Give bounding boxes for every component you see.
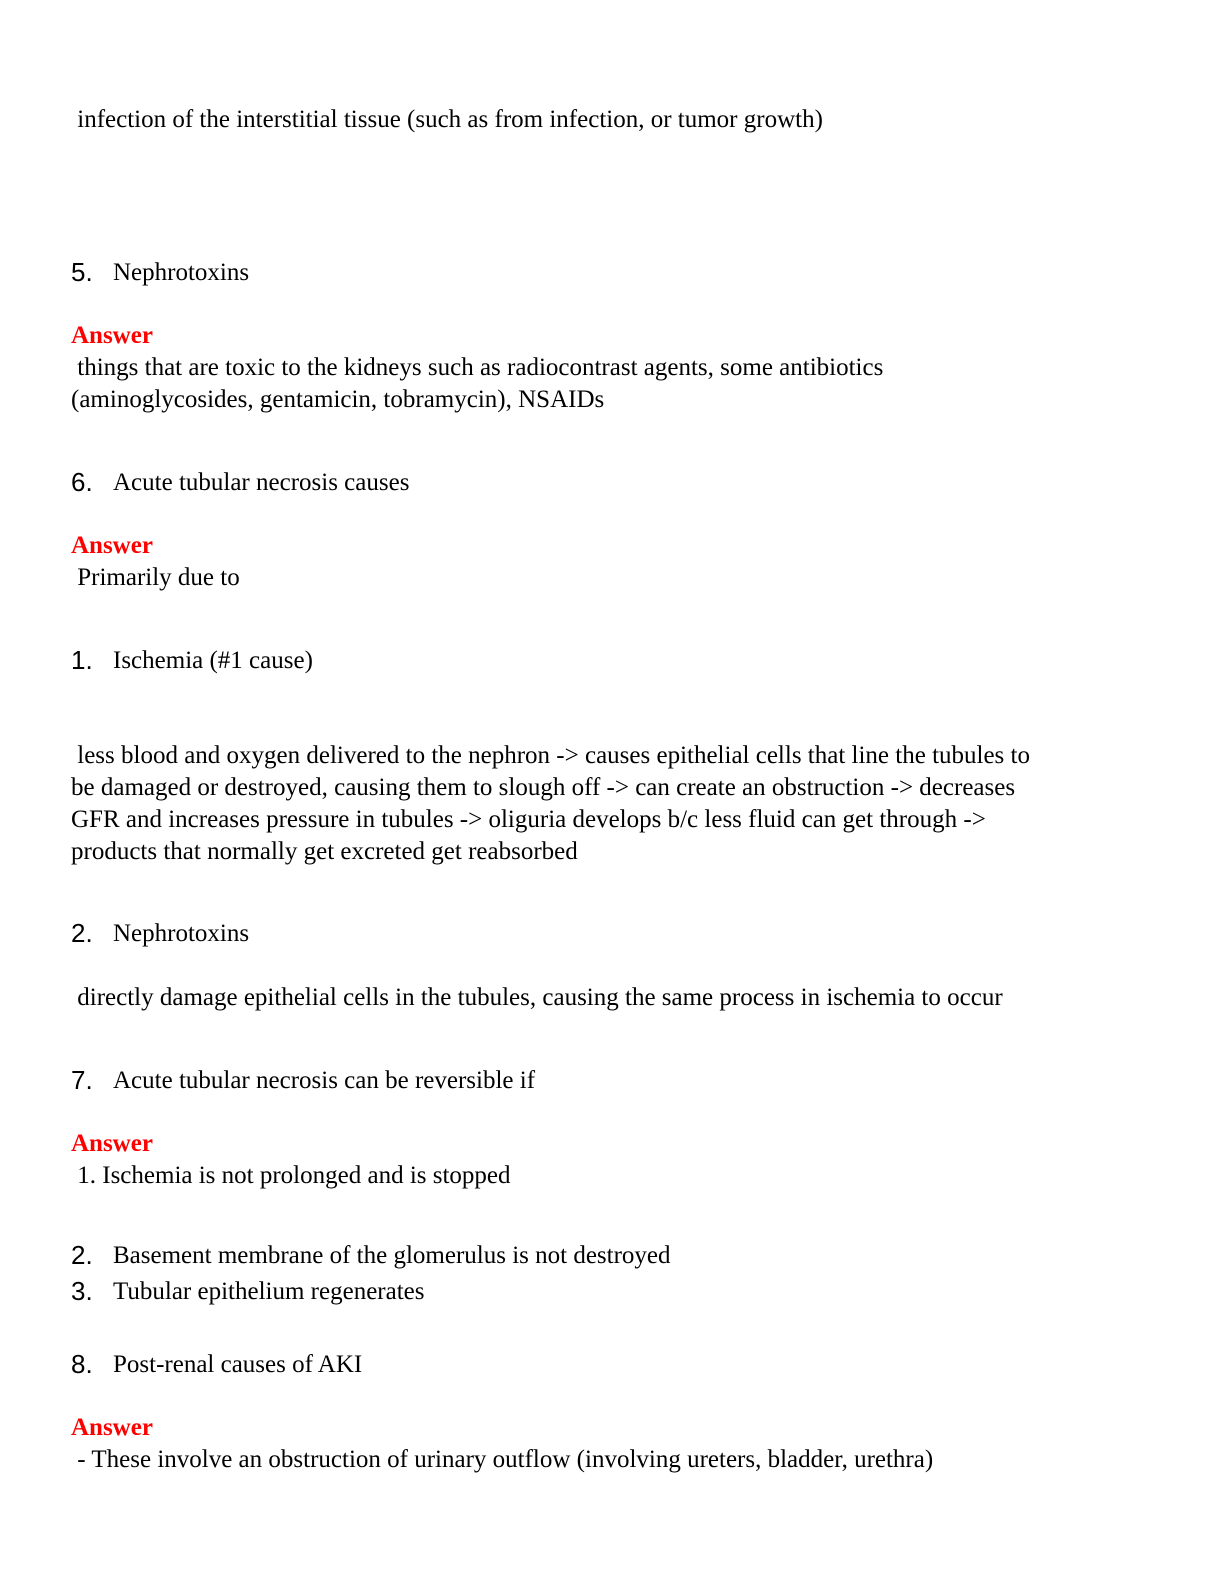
question-text: Nephrotoxins [113,259,250,286]
answer-label: Answer [71,532,153,559]
list-item-text: Nephrotoxins [113,920,250,947]
question-text: Acute tubular necrosis can be reversible if [113,1067,536,1094]
list-item-text: Basement membrane of the glomerulus is not destroyed [113,1242,671,1269]
answer-text-line: Primarily due to [71,564,240,591]
question-text: Post-renal causes of AKI [113,1351,363,1378]
intro-line: infection of the interstitial tissue (such as from infection, or tumor growth) [71,106,823,133]
list-item-text: Ischemia (#1 cause) [113,647,313,674]
answer-label: Answer [71,1130,153,1157]
answer-label: Answer [71,322,153,349]
list-number: 1. [71,645,93,675]
answer-label: Answer [71,1414,153,1441]
detail-line: products that normally get excreted get reabsorbed [71,838,578,865]
question-number: 7. [71,1065,93,1095]
answer-text-line: things that are toxic to the kidneys such as radiocontrast agents, some antibiotics [71,354,884,381]
question-number: 8. [71,1349,93,1379]
detail-line: directly damage epithelial cells in the tubules, causing the same process in ischemia to occur [71,984,1003,1011]
answer-text-line: - These involve an obstruction of urinary outflow (involving ureters, bladder, urethra) [71,1446,934,1473]
list-number: 3. [71,1276,93,1306]
answer-text-line: (aminoglycosides, gentamicin, tobramycin), NSAIDs [71,386,605,413]
answer-text-line: 1. Ischemia is not prolonged and is stopped [71,1162,511,1189]
detail-line: be damaged or destroyed, causing them to slough off -> can create an obstruction -> decreases [71,774,1016,801]
detail-line: less blood and oxygen delivered to the nephron -> causes epithelial cells that line the tubules to [71,742,1030,769]
detail-line: GFR and increases pressure in tubules -> oliguria develops b/c less fluid can get through -> [71,806,986,833]
question-text: Acute tubular necrosis causes [113,469,410,496]
list-item-text: Tubular epithelium regenerates [113,1278,425,1305]
list-number: 2. [71,918,93,948]
list-number: 2. [71,1240,93,1270]
question-number: 5. [71,257,93,287]
question-number: 6. [71,467,93,497]
